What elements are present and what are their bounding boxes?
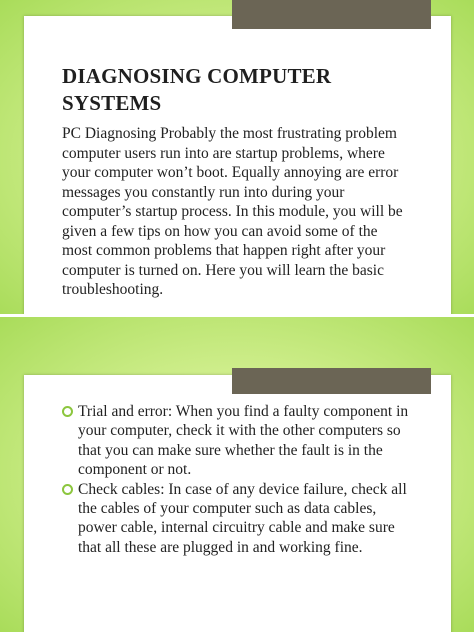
slide-2-accent-bar — [232, 368, 431, 394]
bullet-item-trial-and-error — [62, 402, 412, 480]
bullet-list — [62, 402, 412, 557]
slide-body-text: PC Diagnosing Probably the most frustrating problem computer users run into are startup problems, where your computer won’t boot. Equally annoying are error messages you constantly run into during your computer’s startup process. In this module, you will be given a few tips on how you can avoid some of the most common problems that happen right after your computer is turned on. Here you will learn the basic troubleshooting. — [62, 125, 403, 298]
hollow-circle-bullet-icon — [62, 484, 73, 495]
slide-1-accent-bar — [232, 0, 431, 29]
slide-title: DIAGNOSING COMPUTER SYSTEMS — [62, 64, 332, 115]
slide-2 — [0, 316, 474, 632]
bullet-text: Trial and error: When you find a faulty component in your computer, check it with the other computers so that you can make sure whether the fault is in the component or not. — [78, 403, 409, 479]
hollow-circle-bullet-icon — [62, 406, 73, 417]
bullet-item-check-cables — [62, 480, 412, 558]
bullet-text: Check cables: In case of any device failure, check all the cables of your computer such as data cables, power cable, internal circuitry cable and make sure that all these are plugged in and working fine. — [78, 480, 407, 556]
slide-divider — [0, 314, 474, 317]
